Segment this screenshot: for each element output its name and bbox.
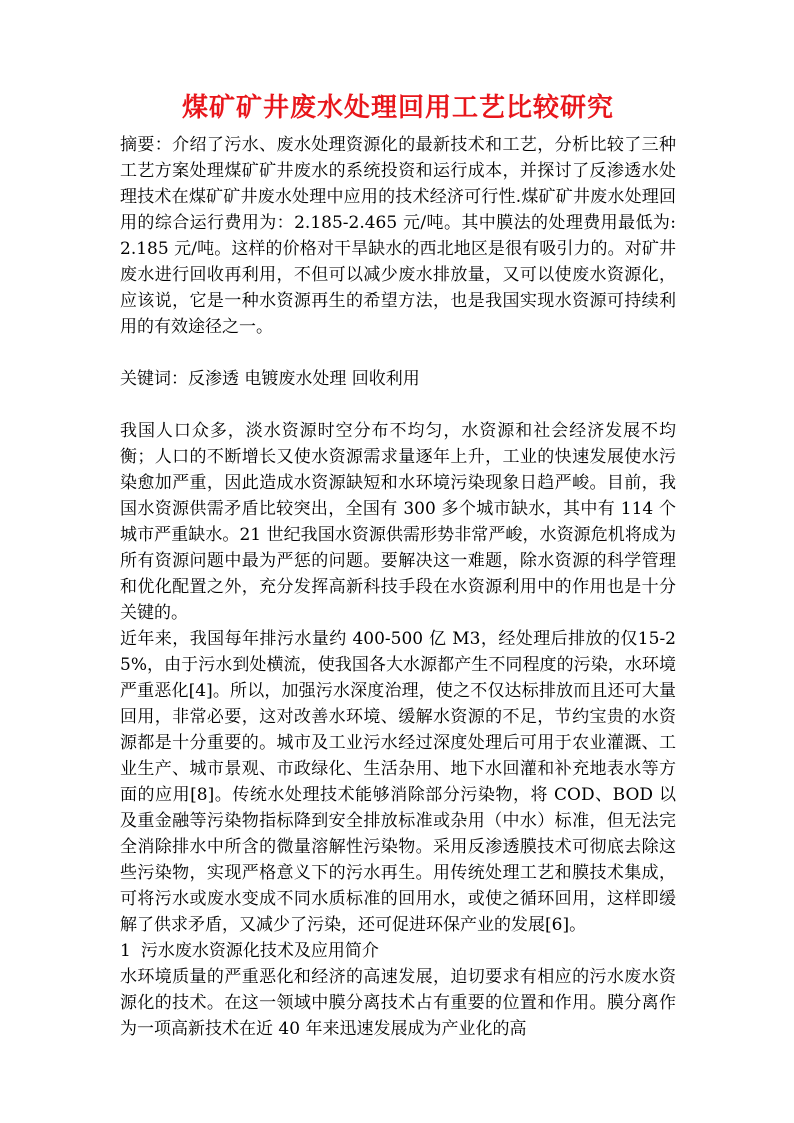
body-paragraph-3: 水环境质量的严重恶化和经济的高速发展，迫切要求有相应的污水废水资源化的技术。在这一领域中膜分离技术占有重要的位置和作用。膜分离作为一项高新技术在近 40 年来迅速发展成为产业化的高 bbox=[120, 967, 676, 1039]
abstract-paragraph: 摘要：介绍了污水、废水处理资源化的最新技术和工艺，分析比较了三种工艺方案处理煤矿矿井废水的系统投资和运行成本，并探讨了反渗透水处理技术在煤矿矿井废水处理中应用的技术经济可行性.煤矿矿井废水处理回用的综合运行费用为：2.185-2.465 元/吨。其中膜法的处理费用最低为:2.185 元/吨。这样的价格对干旱缺水的西北地区是很有吸引力的。对矿井废水进行回收再利用，不但可以减少废水排放量，又可以使废水资源化，应该说，它是一种水资源再生的希望方法，也是我国实现水资源可持续利用的有效途径之一。 bbox=[120, 135, 676, 337]
section-number: 1 bbox=[120, 941, 131, 961]
section-heading-1 bbox=[120, 938, 676, 964]
document-title: 煤矿矿井废水处理回用工艺比较研究 bbox=[181, 93, 614, 123]
body-paragraph-2: 近年来，我国每年排污水量约 400-500 亿 M3，经处理后排放的仅15-25%，由于污水到处横流，使我国各大水源都产生不同程度的污染，水环境严重恶化[4]。所以，加强污水深度治理，使之不仅达标排放而且还可大量回用，非常必要，这对改善水环境、缓解水资源的不足，节约宝贵的水资源都是十分重要的。城市及工业污水经过深度处理后可用于农业灌溉、工业生产、城市景观、市政绿化、生活杂用、地下水回灌和补充地表水等方面的应用[8]。传统水处理技术能够消除部分污染物，将 COD、BOD 以及重金融等污染物指标降到安全排放标准或杂用（中水）标准，但无法完全消除排水中所含的微量溶解性污染物。采用反渗透膜技术可彻底去除这些污染物，实现严格意义下的污水再生。用传统处理工艺和膜技术集成，可将污水或废水变成不同水质标准的回用水，或使之循环回用，这样即缓解了供求矛盾，又减少了污染，还可促进环保产业的发展[6]。 bbox=[120, 629, 676, 935]
keywords-line: 关键词：反渗透 电镀废水处理 回收利用 bbox=[120, 369, 420, 389]
spacer bbox=[120, 392, 676, 418]
section-title: 污水废水资源化技术及应用简介 bbox=[140, 941, 379, 961]
body-paragraph-1: 我国人口众多，淡水资源时空分布不均匀，水资源和社会经济发展不均衡；人口的不断增长又使水资源需求量逐年上升，工业的快速发展使水污染愈加严重，因此造成水资源缺短和水环境污染现象日趋严峻。目前，我国水资源供需矛盾比较突出，全国有 300 多个城市缺水，其中有 114 个城市严重缺水。21 世纪我国水资源供需形势非常严峻，水资源危机将成为所有资源问题中最为严惩的问题。要解决这一难题，除水资源的科学管理和优化配置之外，充分发挥高新科技手段在水资源利用中的作用也是十分关键的。 bbox=[120, 421, 676, 623]
spacer bbox=[120, 340, 676, 366]
document-page bbox=[120, 88, 676, 1042]
